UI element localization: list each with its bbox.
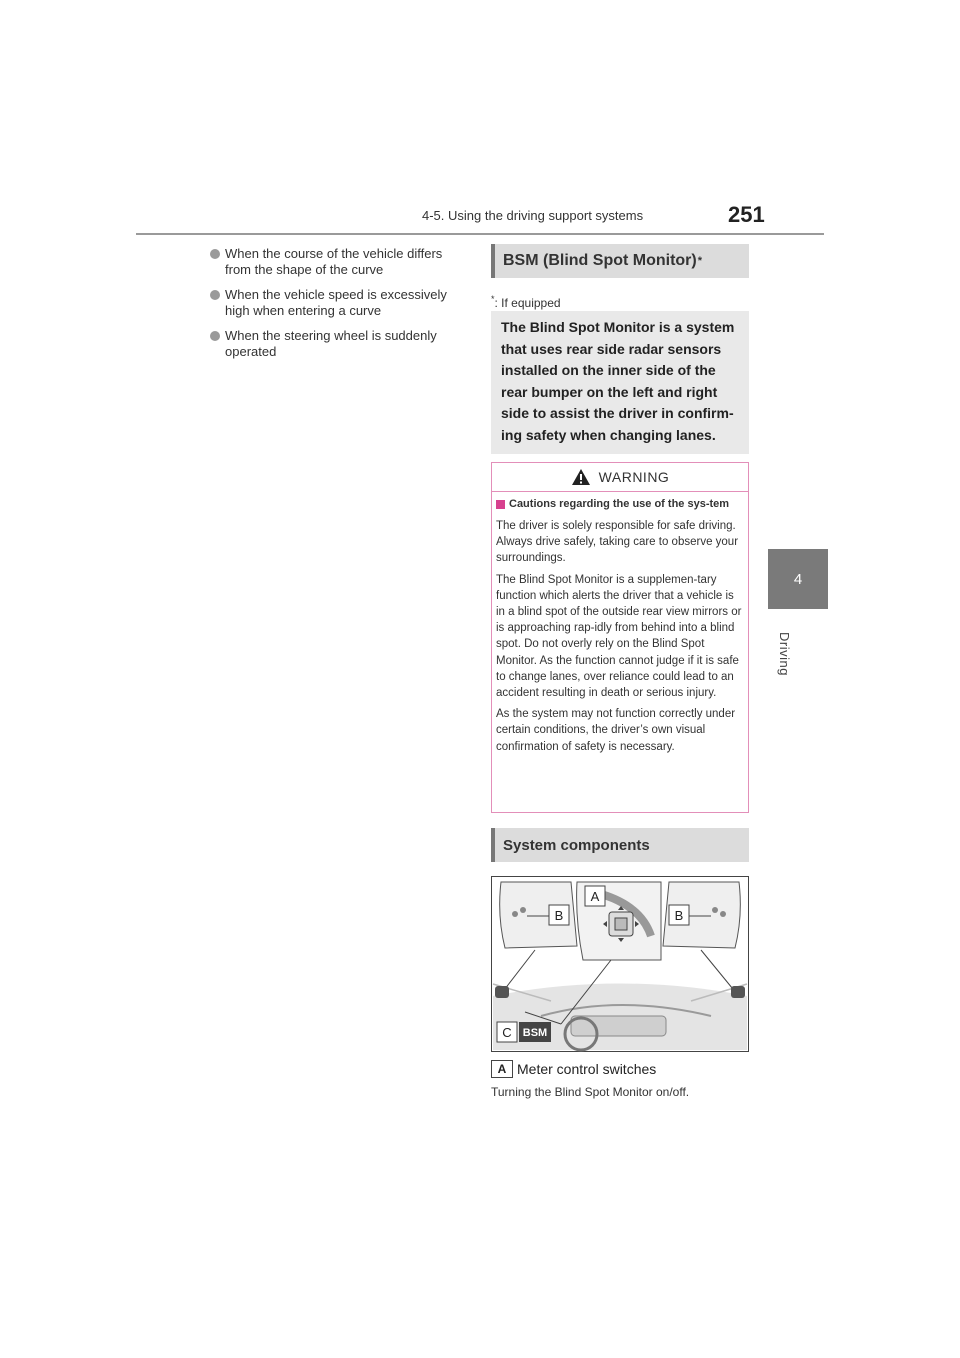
label-b-right: B xyxy=(674,908,684,923)
bsm-heading xyxy=(491,244,749,278)
chapter-tab-label: Driving xyxy=(777,632,792,676)
warning-triangle-icon xyxy=(571,468,591,486)
system-components-heading xyxy=(491,828,749,862)
chapter-tab xyxy=(777,632,821,682)
footnote-mark: * xyxy=(491,294,495,304)
label-c: C xyxy=(502,1025,512,1040)
footnote xyxy=(491,294,561,310)
label-a: A xyxy=(590,889,600,904)
caption-text: Meter control switches xyxy=(517,1061,657,1077)
warning-box xyxy=(491,462,749,813)
intro-box xyxy=(491,311,749,454)
intro-text: The Blind Spot Monitor is a system that uses rear side radar sensors installed on the inner side of the rear bumper on the left and right side to assist the driver in confirm-ing safety when changing lanes. xyxy=(501,319,735,443)
warning-paragraph: The driver is solely responsible for safe driving. Always drive safely, taking care to observe your surroundings. xyxy=(496,520,739,565)
warning-subheading-text: Cautions regarding the use of the sys-tem xyxy=(509,498,730,510)
warning-paragraph: The Blind Spot Monitor is a supplemen-tary function which alerts the driver that a vehicle is in a blind spot of the outside rear view mirrors or is approaching rap-idly from behind into a blind spot. Do not overly rely on the Blind Spot Monitor. As the function cannot judge if it is safe to change lanes, over reliance could lead to an accident resulting in death or serious injury. xyxy=(496,573,742,700)
bsm-indicator-label: BSM xyxy=(522,1027,548,1039)
bsm-title: BSM (Blind Spot Monitor) xyxy=(503,252,697,269)
warning-paragraph: As the system may not function correctly under certain conditions, the driver’s own visual confirmation of safety is necessary. xyxy=(496,708,736,753)
warning-title: WARNING xyxy=(598,469,670,485)
chapter-tab-number: 4 xyxy=(768,549,828,609)
bullet-icon xyxy=(210,331,220,341)
system-components-figure xyxy=(491,876,749,1052)
section-title: 4-5. Using the driving support systems xyxy=(422,208,644,223)
bullet-text: When the course of the vehicle differs from the shape of the curve xyxy=(225,246,443,277)
bullet-icon xyxy=(210,249,220,259)
caption-description: Turning the Blind Spot Monitor on/off. xyxy=(491,1085,690,1099)
list-item xyxy=(210,328,460,360)
label-b-left: B xyxy=(554,908,564,923)
bullet-text: When the steering wheel is suddenly operated xyxy=(225,328,437,359)
header-divider xyxy=(136,233,824,235)
bullet-text: When the vehicle speed is excessively high when entering a curve xyxy=(225,287,447,318)
footnote-text: : If equipped xyxy=(494,296,561,310)
warning-subheading xyxy=(496,497,744,512)
square-bullet-icon xyxy=(496,500,505,509)
caption-badge: A xyxy=(491,1060,513,1078)
bullet-icon xyxy=(210,290,220,300)
warning-body xyxy=(492,492,748,755)
bullet-list xyxy=(210,246,460,369)
dashboard-illustration xyxy=(491,876,749,1052)
system-components-title: System components xyxy=(503,836,650,854)
bsm-asterisk: * xyxy=(697,255,703,267)
page-number: 251 xyxy=(728,202,765,227)
list-item xyxy=(210,246,460,278)
list-item xyxy=(210,287,460,319)
warning-header xyxy=(492,463,748,492)
figure-caption xyxy=(491,1060,656,1078)
